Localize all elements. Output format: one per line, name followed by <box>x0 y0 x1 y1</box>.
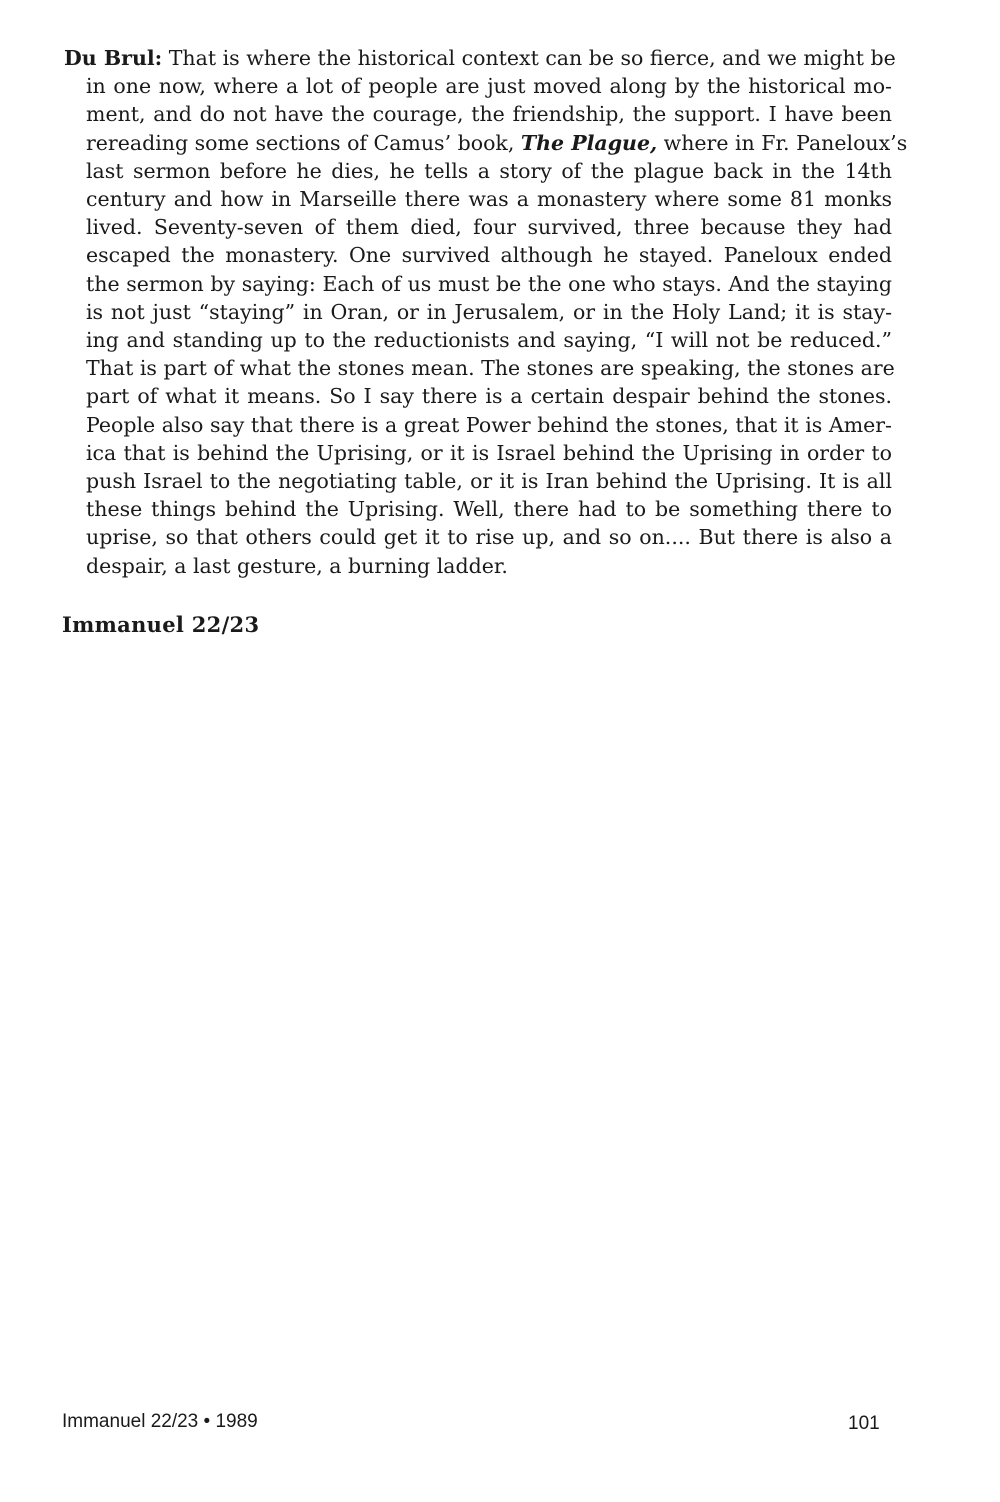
paragraph-line: ment, and do not have the courage, the friendship, the support. I have been <box>86 102 892 127</box>
paragraph-line: despair, a last gesture, a burning ladder. <box>86 553 508 578</box>
line-text: where in Fr. Paneloux’s <box>663 130 908 155</box>
paragraph-line: push Israel to the negotiating table, or it is Iran behind the Uprising. It is all <box>86 469 892 494</box>
paragraph-line: these things behind the Uprising. Well, there had to be something there to <box>86 497 892 522</box>
paragraph-line: lived. Seventy-seven of them died, four survived, three because they had <box>86 215 892 240</box>
paragraph-line: in one now, where a lot of people are just moved along by the historical mo- <box>86 74 892 99</box>
speaker-name: Du Brul: <box>64 46 163 70</box>
paragraph-line: That is part of what the stones mean. The stones are speaking, the stones are <box>86 356 895 381</box>
page-number: 101 <box>848 1413 880 1434</box>
paragraph-line: century and how in Marseille there was a monastery where some 81 monks <box>86 187 892 212</box>
paragraph-line: ing and standing up to the reductionists and saying, “I will not be reduced.” <box>86 328 892 353</box>
paragraph-line: the sermon by saying: Each of us must be the one who stays. And the staying <box>86 271 892 296</box>
paragraph-line: ica that is behind the Uprising, or it is Israel behind the Uprising in order to <box>86 440 892 465</box>
paragraph-line <box>64 44 896 72</box>
paragraph-line <box>64 129 908 157</box>
section-heading: Immanuel 22/23 <box>62 612 260 637</box>
paragraph-line: part of what it means. So I say there is a certain despair behind the stones. <box>86 384 892 409</box>
footer-publication: Immanuel 22/23 • 1989 <box>62 1411 258 1432</box>
paragraph-line: escaped the monastery. One survived although he stayed. Paneloux ended <box>86 243 892 268</box>
paragraph-line: is not just “staying” in Oran, or in Jerusalem, or in the Holy Land; it is stay- <box>86 299 892 324</box>
paragraph-line: People also say that there is a great Power behind the stones, that it is Amer- <box>86 412 892 437</box>
book-title: The Plague, <box>520 130 658 155</box>
line-text: rereading some sections of Camus’ book, <box>86 130 515 155</box>
paragraph-line: last sermon before he dies, he tells a story of the plague back in the 14th <box>86 158 892 183</box>
paragraph-line: uprise, so that others could get it to rise up, and so on.... But there is also a <box>86 525 892 550</box>
dubrul-paragraph <box>64 44 908 580</box>
line-text: That is where the historical context can be so fierce, and we might be <box>168 46 896 70</box>
